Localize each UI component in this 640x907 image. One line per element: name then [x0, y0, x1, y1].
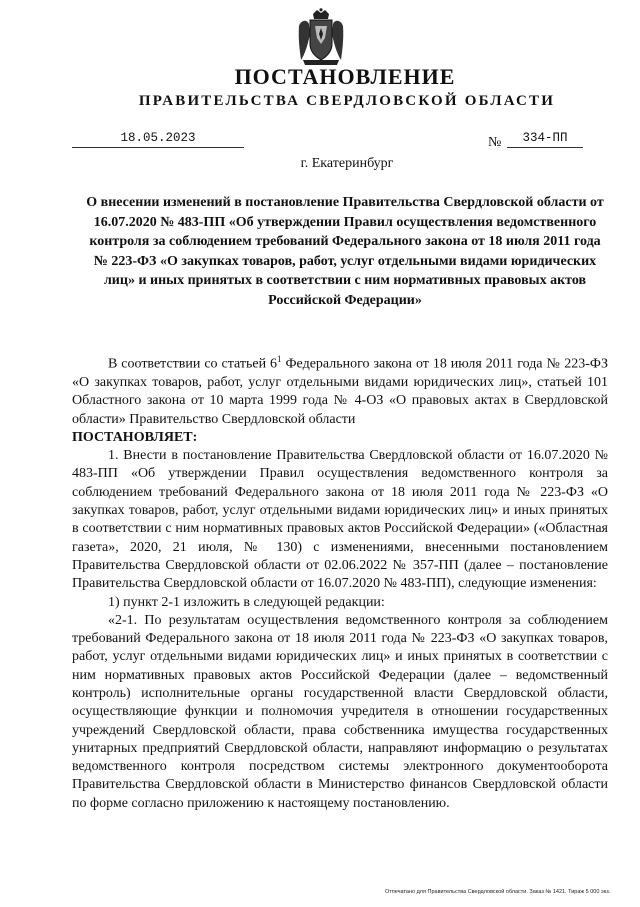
preamble-text-end: Федерального закона от 18 июля 2011 года № 223-ФЗ «О закупках товаров, работ, услуг отдельными видами юридических лиц», статьей 101 Областного закона от 10 марта 1999 года № 4-ОЗ «О правовых актах в Свердловской области» Правительство Свердловской области	[72, 356, 608, 427]
document-number-label: №	[488, 135, 502, 150]
city: г. Екатеринбург	[300, 156, 394, 171]
document-type-heading: ПОСТАНОВЛЕНИЕ	[234, 64, 456, 89]
quoted-clause-paragraph: «2-1. По результатам осуществления ведомственного контроля за соблюдением требований Федерального закона от 18 июля 2011 года № 223-ФЗ «О закупках товаров, работ, услуг отдельными видами юридических лиц» и иных принятых в соответствии с ним нормативных правовых актов Российской Федерации (далее – ведомственный контроль) исполнительные органы государственной власти Свердловской области, осуществляющие функции и полномочия учредителя в отношении государственных учреждений Свердловской области, права собственника имущества государственных унитарных предприятий Свердловской области, направляют информацию о результатах ведомственного контроля посредством системы электронного документооборота Правительства Свердловской области в Министерство финансов Свердловской области по форме согласно приложению к настоящему постановлению.	[72, 612, 608, 811]
resolves-heading: ПОСТАНОВЛЯЕТ:	[72, 429, 198, 445]
sverdlovsk-coat-of-arms-icon	[295, 8, 347, 66]
document-title: О внесении изменений в постановление Правительства Свердловской области от 16.07.2020 № 483-ПП «Об утверждении Правил осуществления ведомственного контроля за соблюдением требований Федерального закона от 18 июля 2011 года № 223-ФЗ «О закупках товаров, работ, услуг отдельными видами юридических лиц» и иных принятых в соответствии с ним нормативных правовых актов Российской Федерации»	[86, 195, 604, 308]
print-footer: Отпечатано для Правительства Свердловской области. Заказ № 1421. Тираж 5 000 экз.	[385, 889, 611, 895]
document-body	[72, 350, 608, 813]
document-date: 18.05.2023	[72, 131, 244, 148]
item-1-paragraph: 1. Внести в постановление Правительства Свердловской области от 16.07.2020 № 483-ПП «Об утверждении Правил осуществления ведомственного контроля за соблюдением требований Федерального закона от 18 июля 2011 года № 223-ФЗ «О закупках товаров, работ, услуг отдельными видами юридических лиц» и иных принятых в соответствии с ним нормативных правовых актов Российской Федерации» («Областная газета», 2020, 21 июля, № 130) с изменениями, внесенными постановлением Правительства Свердловской области от 02.06.2022 № 357-ПП (далее – постановление Правительства Свердловской области от 16.07.2020 № 483-ПП), следующие изменения:	[72, 448, 608, 592]
issuer-heading: ПРАВИТЕЛЬСТВА СВЕРДЛОВСКОЙ ОБЛАСТИ	[138, 93, 556, 109]
preamble-text-start: В соответствии со статьей 6	[108, 356, 278, 372]
document-number: 334-ПП	[507, 131, 583, 148]
preamble-paragraph	[72, 350, 608, 429]
subitem-1-paragraph: 1) пункт 2-1 изложить в следующей редакции:	[108, 594, 385, 610]
article-superscript: 1	[277, 354, 282, 364]
